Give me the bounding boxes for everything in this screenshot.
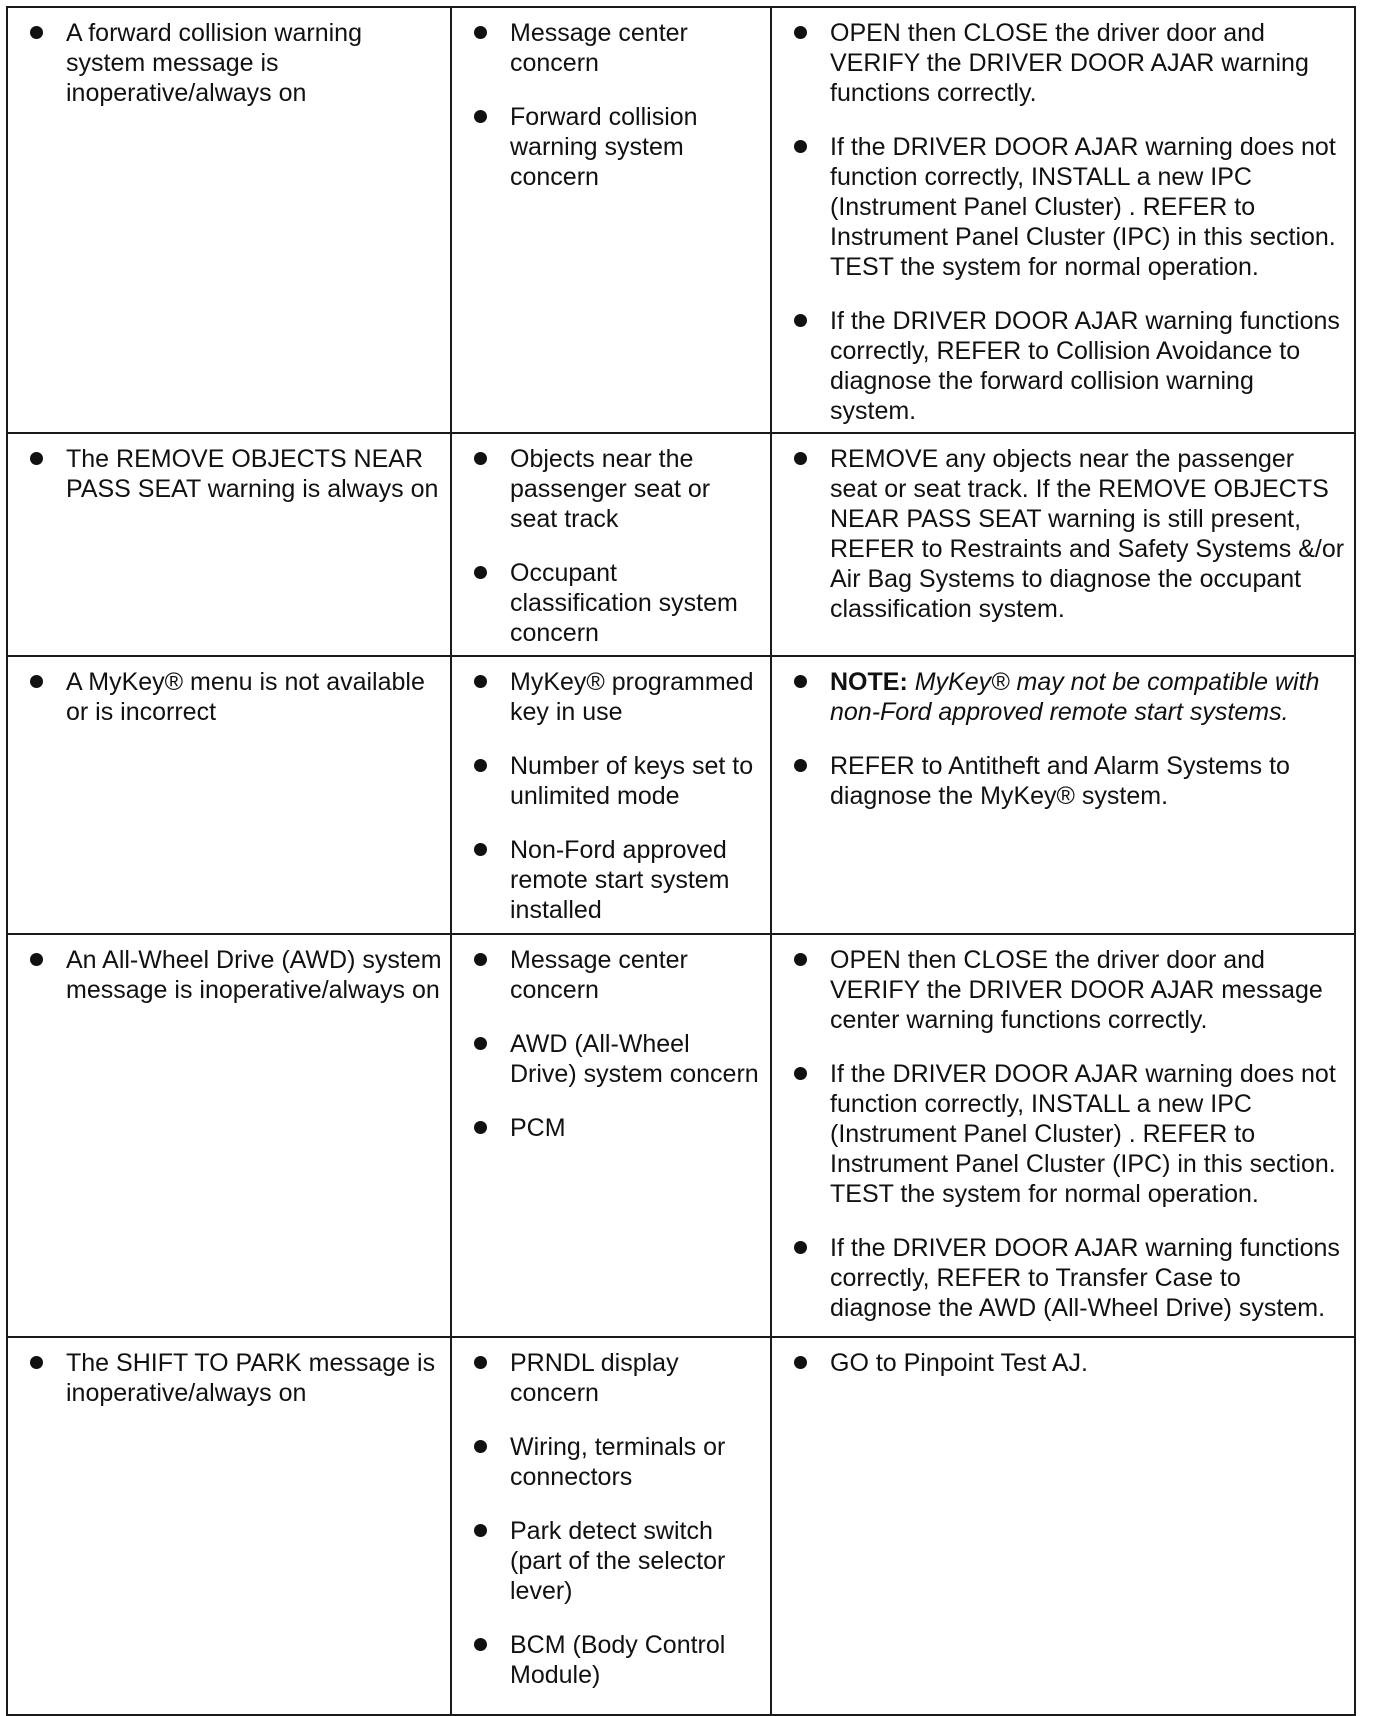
list-item xyxy=(460,558,762,648)
bullet-icon xyxy=(794,140,807,153)
condition-text: An All-Wheel Drive (AWD) system message is inoperative/always on xyxy=(66,946,442,1004)
note-text: MyKey® may not be compatible with non-Ford approved remote start systems. xyxy=(830,668,1320,726)
bullet-icon xyxy=(474,1638,487,1651)
action-text: OPEN then CLOSE the driver door and VERIFY the DRIVER DOOR AJAR warning functions correctly. xyxy=(830,19,1309,107)
list-item xyxy=(460,1432,762,1492)
list-item xyxy=(16,18,442,108)
condition-text: The SHIFT TO PARK message is inoperative/always on xyxy=(66,1349,436,1407)
list-item xyxy=(780,751,1346,811)
condition-cell xyxy=(7,934,451,1337)
bullet-icon xyxy=(474,1356,487,1369)
action-cell xyxy=(771,656,1355,934)
bullet-icon xyxy=(474,110,487,123)
cause-text: Message center concern xyxy=(510,19,688,77)
list-item xyxy=(460,1516,762,1606)
condition-cell xyxy=(7,1337,451,1715)
bullet-icon xyxy=(30,1356,43,1369)
list-item xyxy=(780,945,1346,1035)
bullet-icon xyxy=(794,1241,807,1254)
bullet-icon xyxy=(794,26,807,39)
cause-text: Non-Ford approved remote start system installed xyxy=(510,836,730,924)
list-item xyxy=(780,18,1346,108)
table-row xyxy=(7,656,1355,934)
table-row xyxy=(7,934,1355,1337)
list-item xyxy=(780,132,1346,282)
cause-text: Number of keys set to unlimited mode xyxy=(510,752,754,810)
bullet-icon xyxy=(794,452,807,465)
cause-text: Occupant classification system concern xyxy=(510,559,738,647)
table-row xyxy=(7,433,1355,656)
diagnostic-table-page xyxy=(6,6,1354,1716)
list-item xyxy=(780,667,1346,727)
bullet-icon xyxy=(794,314,807,327)
action-cell xyxy=(771,7,1355,433)
condition-text: The REMOVE OBJECTS NEAR PASS SEAT warning is always on xyxy=(66,445,439,503)
list-item xyxy=(780,1233,1346,1323)
condition-cell xyxy=(7,433,451,656)
cause-text: PCM xyxy=(510,1114,566,1142)
bullet-icon xyxy=(474,1440,487,1453)
cause-text: MyKey® programmed key in use xyxy=(510,668,754,726)
list-item xyxy=(460,1630,762,1690)
list-item xyxy=(460,1113,762,1143)
bullet-icon xyxy=(30,675,43,688)
cause-text: Forward collision warning system concern xyxy=(510,103,698,191)
bullet-icon xyxy=(474,1037,487,1050)
cause-text: PRNDL display concern xyxy=(510,1349,679,1407)
bullet-icon xyxy=(474,843,487,856)
action-text: OPEN then CLOSE the driver door and VERIFY the DRIVER DOOR AJAR message center warning functions correctly. xyxy=(830,946,1323,1034)
table-row xyxy=(7,7,1355,433)
symptom-chart-table xyxy=(6,6,1356,1716)
action-text: If the DRIVER DOOR AJAR warning functions correctly, REFER to Collision Avoidance to diagnose the forward collision warning system. xyxy=(830,307,1340,425)
list-item xyxy=(460,18,762,78)
bullet-icon xyxy=(794,1356,807,1369)
list-item xyxy=(780,306,1346,426)
possible-sources-cell xyxy=(451,433,771,656)
bullet-icon xyxy=(474,566,487,579)
action-text: REMOVE any objects near the passenger seat or seat track. If the REMOVE OBJECTS NEAR PASS SEAT warning is still present, REFER to Restraints and Safety Systems &/or Air Bag Systems to diagnose the occupant classification system. xyxy=(830,445,1345,623)
bullet-icon xyxy=(474,26,487,39)
possible-sources-cell xyxy=(451,1337,771,1715)
action-cell xyxy=(771,1337,1355,1715)
list-item xyxy=(16,444,442,504)
bullet-icon xyxy=(474,452,487,465)
condition-cell xyxy=(7,656,451,934)
list-item xyxy=(780,1348,1346,1378)
list-item xyxy=(16,1348,442,1408)
action-text: GO to Pinpoint Test AJ. xyxy=(830,1349,1089,1377)
cause-text: Message center concern xyxy=(510,946,688,1004)
list-item xyxy=(780,444,1346,624)
bullet-icon xyxy=(474,759,487,772)
note-label: NOTE: xyxy=(830,668,908,696)
list-item xyxy=(460,945,762,1005)
bullet-icon xyxy=(30,953,43,966)
list-item xyxy=(460,1029,762,1089)
possible-sources-cell xyxy=(451,934,771,1337)
bullet-icon xyxy=(474,953,487,966)
cause-text: AWD (All-Wheel Drive) system concern xyxy=(510,1030,759,1088)
list-item xyxy=(460,1348,762,1408)
list-item xyxy=(780,1059,1346,1209)
list-item xyxy=(460,667,762,727)
list-item xyxy=(16,945,442,1005)
list-item xyxy=(460,835,762,925)
bullet-icon xyxy=(794,675,807,688)
action-text: If the DRIVER DOOR AJAR warning does not function correctly, INSTALL a new IPC (Instrument Panel Cluster) . REFER to Instrument Panel Cluster (IPC) in this section. TEST the system for normal operation. xyxy=(830,1060,1336,1208)
cause-text: Wiring, terminals or connectors xyxy=(510,1433,726,1491)
bullet-icon xyxy=(30,452,43,465)
bullet-icon xyxy=(474,1121,487,1134)
bullet-icon xyxy=(794,1067,807,1080)
bullet-icon xyxy=(474,1524,487,1537)
action-text: REFER to Antitheft and Alarm Systems to diagnose the MyKey® system. xyxy=(830,752,1290,810)
action-text: If the DRIVER DOOR AJAR warning functions correctly, REFER to Transfer Case to diagnose the AWD (All-Wheel Drive) system. xyxy=(830,1234,1340,1322)
action-text: If the DRIVER DOOR AJAR warning does not function correctly, INSTALL a new IPC (Instrument Panel Cluster) . REFER to Instrument Panel Cluster (IPC) in this section. TEST the system for normal operation. xyxy=(830,133,1336,281)
list-item xyxy=(460,102,762,192)
cause-text: Park detect switch (part of the selector lever) xyxy=(510,1517,726,1605)
list-item xyxy=(16,667,442,727)
bullet-icon xyxy=(30,26,43,39)
possible-sources-cell xyxy=(451,656,771,934)
cause-text: Objects near the passenger seat or seat track xyxy=(510,445,711,533)
condition-text: A MyKey® menu is not available or is incorrect xyxy=(66,668,425,726)
cause-text: BCM (Body Control Module) xyxy=(510,1631,726,1689)
condition-text: A forward collision warning system message is inoperative/always on xyxy=(66,19,362,107)
possible-sources-cell xyxy=(451,7,771,433)
table-row xyxy=(7,1337,1355,1715)
bullet-icon xyxy=(474,675,487,688)
list-item xyxy=(460,751,762,811)
bullet-icon xyxy=(794,759,807,772)
action-cell xyxy=(771,934,1355,1337)
condition-cell xyxy=(7,7,451,433)
bullet-icon xyxy=(794,953,807,966)
action-cell xyxy=(771,433,1355,656)
list-item xyxy=(460,444,762,534)
